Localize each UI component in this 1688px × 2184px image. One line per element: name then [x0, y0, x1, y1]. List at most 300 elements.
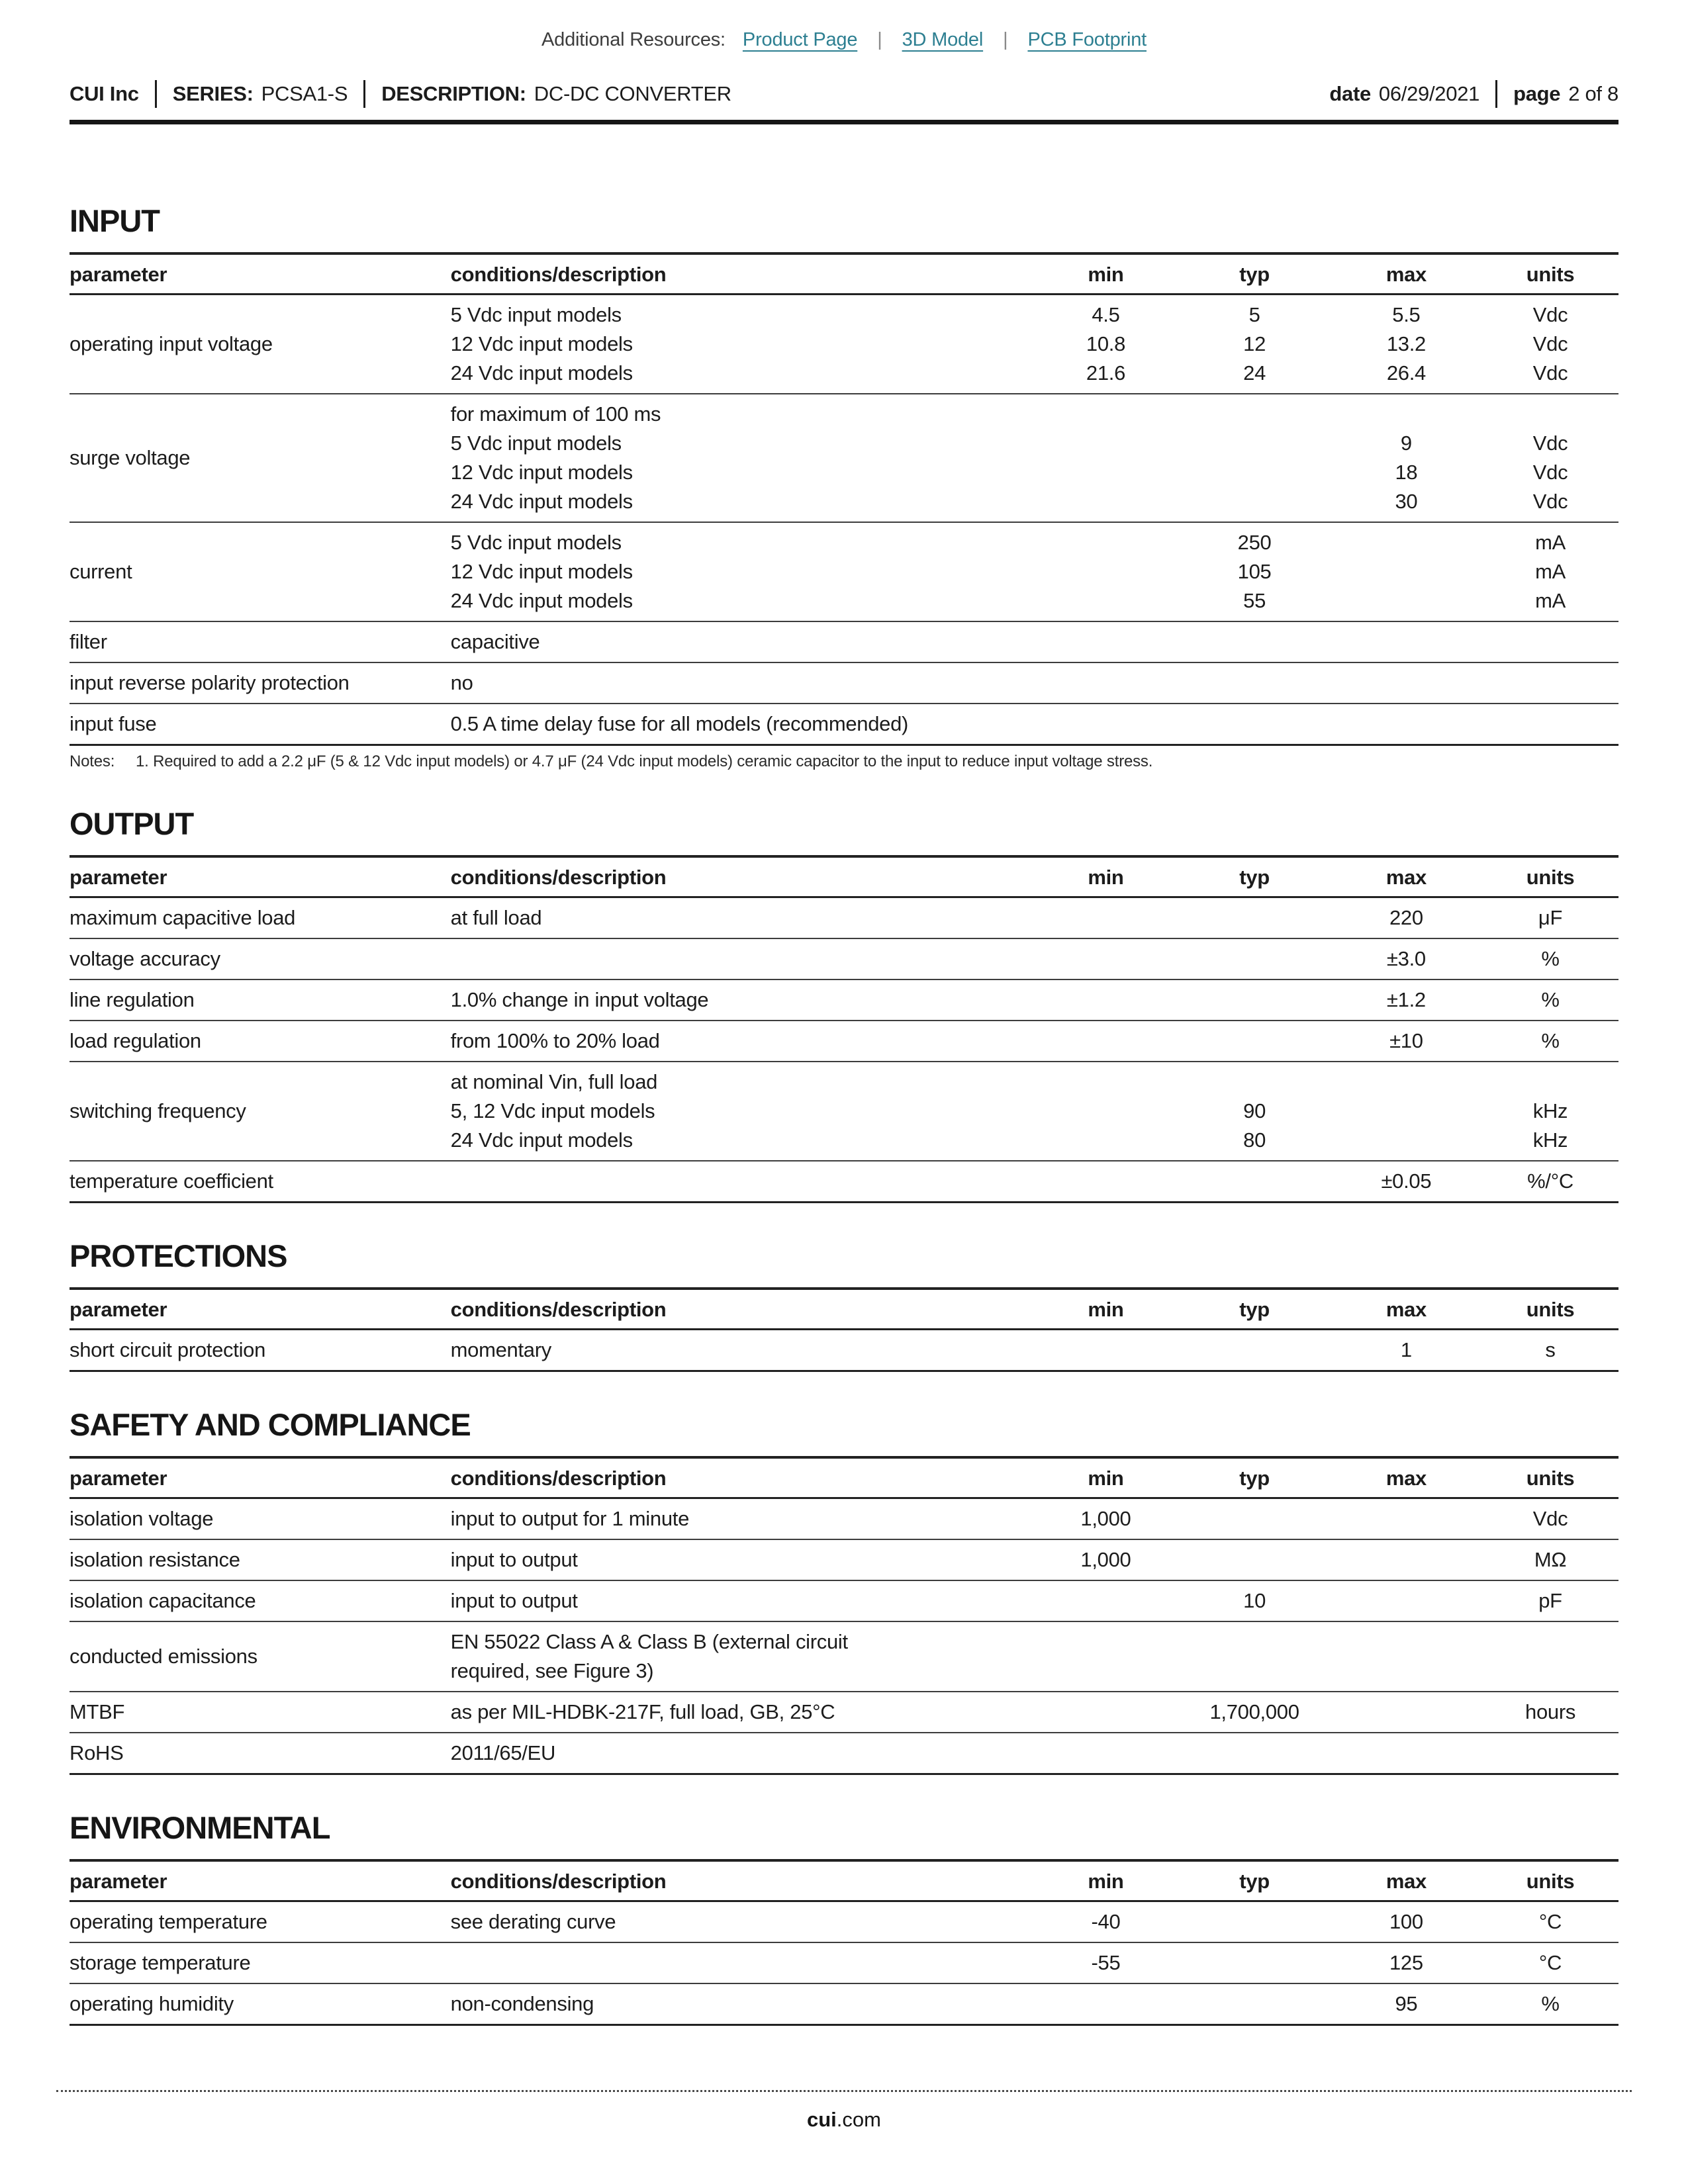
cell-line: 26.4	[1386, 361, 1426, 385]
cell-line: s	[1545, 1338, 1556, 1361]
cell-line	[1033, 944, 1178, 974]
cell-line: Vdc	[1532, 1507, 1568, 1530]
spec-table	[70, 252, 1618, 746]
max-cell	[1331, 1621, 1482, 1692]
cell-line	[1331, 1627, 1482, 1657]
typ-cell	[1178, 394, 1330, 522]
cell-line	[1178, 944, 1330, 974]
cell-line	[1482, 668, 1618, 698]
spec-section	[70, 805, 1618, 1203]
cell-line: 12	[1243, 332, 1266, 355]
cell-line: 90	[1243, 1099, 1266, 1122]
table-row	[70, 1021, 1618, 1062]
cell-line	[1033, 586, 1178, 615]
cell-line: ±1.2	[1386, 988, 1426, 1011]
table-header-row	[70, 1289, 1618, 1330]
cell-line	[1482, 627, 1618, 657]
column-header-conditions: conditions/description	[450, 866, 667, 889]
parameter-cell: input reverse polarity protection	[70, 671, 350, 694]
cell-line: %/°C	[1527, 1169, 1573, 1193]
parameter-cell: short circuit protection	[70, 1338, 266, 1361]
table-row	[70, 938, 1618, 979]
table-row	[70, 1692, 1618, 1733]
cell-line: -40	[1091, 1910, 1121, 1933]
column-header-parameter: parameter	[70, 1467, 167, 1490]
min-cell	[1033, 1901, 1178, 1943]
separator: |	[1003, 29, 1008, 50]
max-cell	[1331, 295, 1482, 394]
cell-line: 220	[1389, 906, 1423, 929]
typ-cell	[1178, 1983, 1330, 2025]
cell-line: -55	[1091, 1951, 1121, 1974]
column-header-min: min	[1088, 1870, 1124, 1893]
table-header-row	[70, 1860, 1618, 1901]
section-title: ENVIRONMENTAL	[70, 1810, 330, 1845]
column-header-parameter: parameter	[70, 1870, 167, 1893]
column-header-conditions: conditions/description	[450, 1467, 667, 1490]
units-cell	[1482, 1983, 1618, 2025]
cell-line	[1178, 627, 1330, 657]
cell-line: momentary	[450, 1338, 551, 1361]
column-header-max: max	[1385, 1298, 1427, 1321]
cell-line	[1331, 1657, 1482, 1686]
spec-table	[70, 1287, 1618, 1372]
max-cell	[1331, 938, 1482, 979]
parameter-cell: operating temperature	[70, 1910, 267, 1933]
column-header-typ: typ	[1239, 1467, 1270, 1490]
masthead-right	[1329, 80, 1618, 108]
cell-line: 21.6	[1086, 361, 1126, 385]
spec-table	[70, 1859, 1618, 2026]
column-header-min: min	[1088, 1298, 1124, 1321]
min-cell	[1033, 897, 1178, 939]
cell-line	[1033, 1627, 1178, 1657]
site-name-bold: cui	[807, 2108, 837, 2131]
table-header-row	[70, 856, 1618, 897]
masthead-rule	[70, 120, 1618, 124]
section-title: INPUT	[70, 203, 160, 238]
table-header-row	[70, 253, 1618, 295]
column-header-units: units	[1526, 1870, 1575, 1893]
parameter-cell: line regulation	[70, 988, 195, 1011]
cell-line	[1178, 709, 1330, 739]
cell-line	[1178, 1989, 1330, 2019]
units-cell	[1482, 1062, 1618, 1161]
spec-section	[70, 1406, 1618, 1775]
cell-line: 1,000	[1080, 1507, 1131, 1530]
conditions-cell	[451, 897, 1033, 939]
conditions-cell	[451, 704, 1033, 745]
divider	[363, 80, 365, 108]
table-row	[70, 295, 1618, 394]
cell-line: 18	[1395, 461, 1418, 484]
cell-line: 30	[1395, 490, 1418, 513]
cell-line	[1178, 1948, 1330, 1978]
cell-line: at full load	[450, 906, 542, 929]
cell-line: 1.0% change in input voltage	[450, 988, 709, 1011]
page-footer	[56, 2090, 1632, 2132]
min-cell	[1033, 1498, 1178, 1540]
column-header-conditions: conditions/description	[450, 1870, 667, 1893]
typ-cell	[1178, 897, 1330, 939]
cell-line: input to output	[450, 1589, 578, 1612]
section-title: PROTECTIONS	[70, 1238, 287, 1273]
units-cell	[1482, 1580, 1618, 1621]
cell-line	[1033, 1068, 1178, 1097]
cell-line: non-condensing	[450, 1992, 594, 2015]
cell-line: kHz	[1532, 1128, 1568, 1152]
max-cell	[1331, 1021, 1482, 1062]
max-cell	[1331, 394, 1482, 522]
cell-line: 12 Vdc input models	[450, 332, 633, 355]
cell-line: MΩ	[1534, 1548, 1567, 1571]
cell-line: 80	[1243, 1128, 1266, 1152]
cell-line	[1482, 709, 1618, 739]
cell-line: mA	[1535, 560, 1566, 583]
min-cell	[1033, 1161, 1178, 1203]
units-cell	[1482, 897, 1618, 939]
typ-cell	[1178, 1692, 1330, 1733]
max-cell	[1331, 1733, 1482, 1774]
cell-line: Vdc	[1532, 490, 1568, 513]
conditions-cell	[451, 1498, 1033, 1540]
parameter-cell: operating humidity	[70, 1992, 234, 2015]
column-header-units: units	[1526, 866, 1575, 889]
units-cell	[1482, 394, 1618, 522]
cell-line: μF	[1538, 906, 1563, 929]
cell-line	[1178, 429, 1330, 458]
table-row	[70, 1901, 1618, 1943]
cell-line: for maximum of 100 ms	[450, 402, 661, 426]
cell-line	[1033, 429, 1178, 458]
parameter-cell: RoHS	[70, 1741, 124, 1764]
parameter-cell: storage temperature	[70, 1951, 251, 1974]
cell-line: °C	[1538, 1951, 1562, 1974]
cell-line: 24 Vdc input models	[450, 490, 633, 513]
cell-line: 24 Vdc input models	[450, 1128, 633, 1152]
cell-line: 5.5	[1392, 303, 1421, 326]
table-row	[70, 522, 1618, 621]
spec-table	[70, 855, 1618, 1203]
cell-line	[1178, 1545, 1330, 1574]
units-cell	[1482, 979, 1618, 1021]
table-row	[70, 1498, 1618, 1540]
column-header-typ: typ	[1239, 263, 1270, 286]
cell-line	[1331, 400, 1482, 429]
typ-cell	[1178, 1062, 1330, 1161]
units-cell	[1482, 1942, 1618, 1983]
units-cell	[1482, 1021, 1618, 1062]
cell-line: capacitive	[450, 630, 540, 653]
max-cell	[1331, 1330, 1482, 1371]
cell-line	[1033, 1126, 1178, 1155]
column-header-min: min	[1088, 866, 1124, 889]
cell-line: Vdc	[1532, 332, 1568, 355]
conditions-cell	[451, 394, 1033, 522]
cell-line: 250	[1237, 531, 1272, 554]
conditions-cell	[451, 1021, 1033, 1062]
cell-line: 2011/65/EU	[450, 1741, 556, 1764]
parameter-cell: MTBF	[70, 1700, 125, 1723]
cell-line: 1	[1400, 1338, 1412, 1361]
cell-line	[1033, 1989, 1178, 2019]
column-header-units: units	[1526, 1467, 1575, 1490]
cell-line	[1178, 1657, 1330, 1686]
spec-section	[70, 1238, 1618, 1372]
cell-line	[1331, 709, 1482, 739]
cell-line	[1033, 1586, 1178, 1615]
max-cell	[1331, 1983, 1482, 2025]
cell-line	[1178, 400, 1330, 429]
cell-line: EN 55022 Class A & Class B (external circuit	[450, 1630, 848, 1653]
cell-line	[1331, 1739, 1482, 1768]
cell-line	[1178, 1739, 1330, 1768]
cell-line: 5	[1248, 303, 1260, 326]
min-cell	[1033, 1330, 1178, 1371]
cell-line: 5 Vdc input models	[450, 303, 622, 326]
units-cell	[1482, 1330, 1618, 1371]
units-cell	[1482, 1901, 1618, 1943]
cell-line	[1482, 1068, 1618, 1097]
masthead-left	[70, 80, 731, 108]
parameter-cell: isolation resistance	[70, 1548, 240, 1571]
parameter-cell: input fuse	[70, 712, 157, 735]
conditions-cell	[451, 1330, 1033, 1371]
cell-line	[1331, 1545, 1482, 1574]
cell-line	[1482, 1627, 1618, 1657]
typ-cell	[1178, 979, 1330, 1021]
column-header-max: max	[1385, 866, 1427, 889]
max-cell	[1331, 1692, 1482, 1733]
cell-line: Vdc	[1532, 361, 1568, 385]
cell-line: as per MIL-HDBK-217F, full load, GB, 25°C	[450, 1700, 835, 1723]
link-product-page[interactable]: Product Page	[742, 29, 858, 50]
cell-line: ±3.0	[1386, 947, 1426, 970]
units-cell	[1482, 1692, 1618, 1733]
cell-line	[1033, 709, 1178, 739]
parameter-cell: temperature coefficient	[70, 1169, 273, 1193]
site-name-rest: .com	[836, 2108, 881, 2131]
resources-label: Additional Resources:	[541, 29, 726, 50]
cell-line	[1033, 400, 1178, 429]
cell-line: input to output for 1 minute	[450, 1507, 690, 1530]
conditions-cell	[451, 938, 1033, 979]
table-row	[70, 1161, 1618, 1203]
typ-cell	[1178, 522, 1330, 621]
units-cell	[1482, 295, 1618, 394]
typ-cell	[1178, 1733, 1330, 1774]
series-value: PCSA1-S	[261, 82, 348, 105]
footer-dotted-rule	[56, 2090, 1632, 2092]
column-header-min: min	[1088, 1467, 1124, 1490]
typ-cell	[1178, 1539, 1330, 1580]
table-row	[70, 897, 1618, 939]
cell-line: 125	[1389, 1951, 1423, 1974]
cell-line: 24	[1243, 361, 1266, 385]
min-cell	[1033, 979, 1178, 1021]
table-notes	[70, 752, 1618, 771]
column-header-conditions: conditions/description	[450, 1298, 667, 1321]
cell-line: mA	[1535, 589, 1566, 612]
parameter-cell: conducted emissions	[70, 1645, 258, 1668]
cell-line: 10.8	[1086, 332, 1126, 355]
parameter-cell: voltage accuracy	[70, 947, 220, 970]
units-cell	[1482, 662, 1618, 704]
table-row	[70, 394, 1618, 522]
table-row	[70, 1942, 1618, 1983]
link-3d-model[interactable]: 3D Model	[902, 29, 984, 50]
cell-line	[451, 1948, 1033, 1978]
parameter-cell: current	[70, 560, 132, 583]
table-row	[70, 1539, 1618, 1580]
parameter-cell: filter	[70, 630, 107, 653]
cell-line	[451, 944, 1033, 974]
conditions-cell	[451, 621, 1033, 662]
column-header-typ: typ	[1239, 1298, 1270, 1321]
parameter-cell: isolation voltage	[70, 1507, 214, 1530]
spec-section	[70, 1809, 1618, 2026]
cell-line	[1033, 903, 1178, 933]
cell-line	[1331, 557, 1482, 586]
cell-line	[1178, 458, 1330, 487]
cell-line: 5 Vdc input models	[450, 531, 622, 554]
min-cell	[1033, 1580, 1178, 1621]
conditions-cell	[451, 1733, 1033, 1774]
cell-line	[1033, 557, 1178, 586]
typ-cell	[1178, 662, 1330, 704]
cell-line: 24 Vdc input models	[450, 589, 633, 612]
table-row	[70, 1062, 1618, 1161]
typ-cell	[1178, 1161, 1330, 1203]
cell-line: from 100% to 20% load	[450, 1029, 660, 1052]
company-name: CUI Inc	[70, 82, 139, 105]
cell-line	[1178, 1167, 1330, 1196]
cell-line	[1331, 1504, 1482, 1533]
date-value: 06/29/2021	[1378, 82, 1480, 105]
table-row	[70, 704, 1618, 745]
min-cell	[1033, 1983, 1178, 2025]
min-cell	[1033, 621, 1178, 662]
cell-line: see derating curve	[450, 1910, 616, 1933]
column-header-max: max	[1385, 1870, 1427, 1893]
parameter-cell: maximum capacitive load	[70, 906, 296, 929]
divider	[1495, 80, 1497, 108]
column-header-units: units	[1526, 263, 1575, 286]
cell-line	[1331, 1126, 1482, 1155]
cell-line	[1331, 528, 1482, 557]
divider	[155, 80, 157, 108]
min-cell	[1033, 1942, 1178, 1983]
parameter-cell: load regulation	[70, 1029, 201, 1052]
cell-line	[1331, 586, 1482, 615]
column-header-max: max	[1385, 1467, 1427, 1490]
column-header-parameter: parameter	[70, 1298, 167, 1321]
cell-line	[1033, 1698, 1178, 1727]
parameter-cell: surge voltage	[70, 446, 191, 469]
table-row	[70, 979, 1618, 1021]
column-header-conditions: conditions/description	[450, 263, 667, 286]
cell-line: 10	[1243, 1589, 1266, 1612]
min-cell	[1033, 662, 1178, 704]
max-cell	[1331, 897, 1482, 939]
conditions-cell	[451, 1062, 1033, 1161]
cell-line	[1033, 1167, 1178, 1196]
cell-line	[1033, 1097, 1178, 1126]
max-cell	[1331, 1901, 1482, 1943]
max-cell	[1331, 1161, 1482, 1203]
cell-line: 1,700,000	[1209, 1700, 1299, 1723]
cell-line: 0.5 A time delay fuse for all models (recommended)	[450, 712, 909, 735]
page-value: 2 of 8	[1568, 82, 1618, 105]
cell-line	[1178, 1907, 1330, 1936]
typ-cell	[1178, 1021, 1330, 1062]
description-value: DC-DC CONVERTER	[534, 82, 731, 105]
link-pcb-footprint[interactable]: PCB Footprint	[1027, 29, 1147, 50]
conditions-cell	[451, 1983, 1033, 2025]
masthead	[70, 80, 1618, 108]
spec-table	[70, 1456, 1618, 1775]
cell-line	[1482, 1739, 1618, 1768]
cell-line	[1331, 668, 1482, 698]
conditions-cell	[451, 979, 1033, 1021]
typ-cell	[1178, 704, 1330, 745]
typ-cell	[1178, 1942, 1330, 1983]
typ-cell	[1178, 1621, 1330, 1692]
typ-cell	[1178, 1330, 1330, 1371]
table-row	[70, 1983, 1618, 2025]
cell-line	[1178, 1504, 1330, 1533]
conditions-cell	[451, 1942, 1033, 1983]
cell-line: ±10	[1389, 1029, 1423, 1052]
cell-line	[1033, 627, 1178, 657]
units-cell	[1482, 621, 1618, 662]
units-cell	[1482, 1498, 1618, 1540]
cell-line	[1033, 458, 1178, 487]
cell-line: 12 Vdc input models	[450, 461, 633, 484]
conditions-cell	[451, 295, 1033, 394]
min-cell	[1033, 522, 1178, 621]
units-cell	[1482, 1621, 1618, 1692]
min-cell	[1033, 1733, 1178, 1774]
column-header-min: min	[1088, 263, 1124, 286]
column-header-units: units	[1526, 1298, 1575, 1321]
cell-line: Vdc	[1532, 432, 1568, 455]
cell-line: Vdc	[1532, 303, 1568, 326]
table-row	[70, 621, 1618, 662]
cell-line	[1178, 1068, 1330, 1097]
cell-line: no	[450, 671, 473, 694]
cell-line: 55	[1243, 589, 1266, 612]
cell-line: 100	[1389, 1910, 1423, 1933]
cell-line: 4.5	[1092, 303, 1120, 326]
max-cell	[1331, 662, 1482, 704]
cell-line	[1178, 1336, 1330, 1365]
cell-line	[1178, 668, 1330, 698]
cell-line: 9	[1400, 432, 1412, 455]
date-label: date	[1329, 82, 1371, 105]
cell-line	[1331, 1698, 1482, 1727]
column-header-typ: typ	[1239, 1870, 1270, 1893]
cell-line: input to output	[450, 1548, 578, 1571]
cell-line	[1033, 1657, 1178, 1686]
resources-bar	[70, 29, 1618, 51]
cell-line	[1178, 903, 1330, 933]
max-cell	[1331, 621, 1482, 662]
cell-line: °C	[1538, 1910, 1562, 1933]
cell-line: %	[1541, 988, 1560, 1011]
cell-line	[1482, 1657, 1618, 1686]
typ-cell	[1178, 1498, 1330, 1540]
